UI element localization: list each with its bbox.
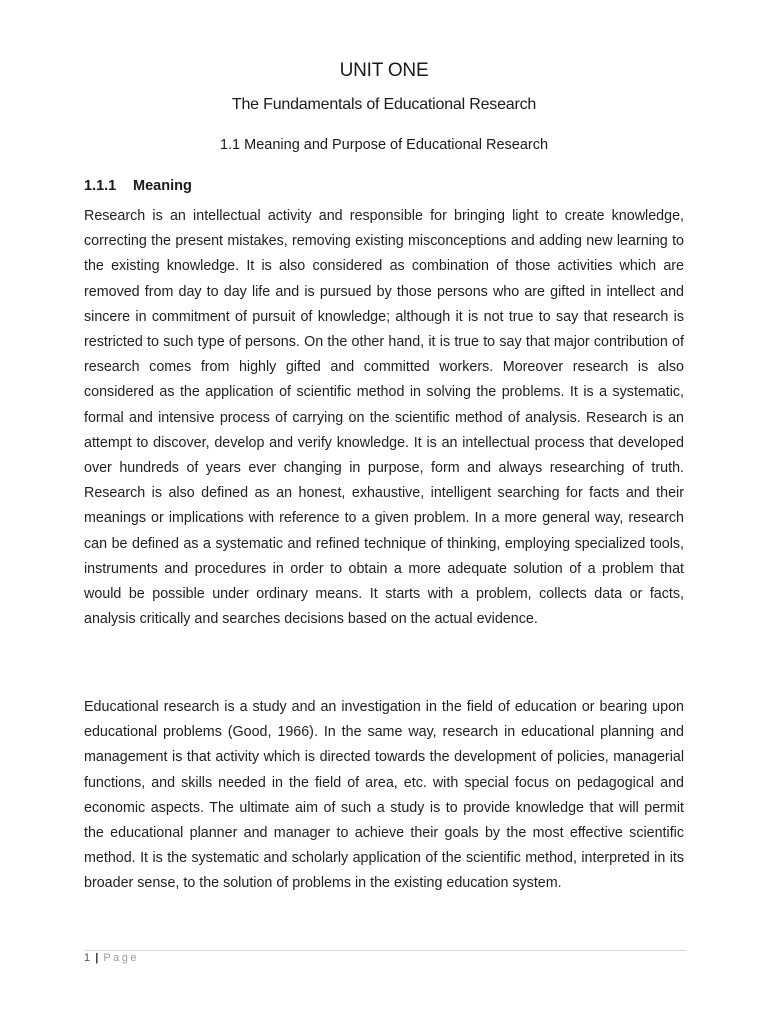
unit-heading: UNIT ONE <box>339 60 429 81</box>
footer-separator: | <box>95 952 99 964</box>
subsection-number: 1.1.1 <box>84 178 117 194</box>
paragraph-educational-research: Educational research is a study and an investigation in the field of education or bearing upon educational problems (Good, 1966). In the same way, research in educational planning and management is that activity which is directed towards the development of policies, managerial functions, and skills needed in the field of area, etc. with special focus on pedagogical and economic aspects. The ultimate aim of such a study is to provide knowledge that will permit the educational planner and manager to achieve their goals by the most effective scientific method. It is the systematic and scholarly application of the scientific method, interpreted in its broader sense, to the solution of problems in the existing education system. <box>84 699 684 892</box>
subsection-title: Meaning <box>133 178 192 194</box>
page-number: 1 <box>84 952 91 964</box>
paragraph-meaning: Research is an intellectual activity and responsible for bringing light to create knowledge, correcting the present mistakes, removing existing misconceptions and adding new learning to the existing knowledge. It is also considered as combination of those activities which are removed from day to day life and is pursued by those persons who are gifted in intellect and sincere in commitment of pursuit of knowledge; although it is not true to say that research is restricted to such type of persons. On the other hand, it is true to say that major contribution of research comes from highly gifted and committed workers. Moreover research is also considered as the application of scientific method in solving the problems. It is a systematic, formal and intensive process of carrying on the scientific method of analysis. Research is an attempt to discover, develop and verify knowledge. It is an intellectual process that developed over hundreds of years ever changing in purpose, form and always researching of truth. Research is also defined as an honest, exhaustive, intelligent searching for facts and their meanings or implications with reference to a given problem. In a more general way, research can be defined as a systematic and refined technique of thinking, employing specialized tools, instruments and procedures in order to obtain a more adequate solution of a problem that would be possible under ordinary means. It starts with a problem, collects data or facts, analysis critically and searches decisions based on the actual evidence. <box>84 208 684 628</box>
page-label: Page <box>103 952 140 964</box>
page-footer <box>84 952 139 964</box>
subsection-heading <box>84 178 192 194</box>
section-heading: 1.1 Meaning and Purpose of Educational Research <box>219 137 549 153</box>
document-title: The Fundamentals of Educational Research <box>231 96 537 113</box>
footer-divider <box>84 950 686 951</box>
